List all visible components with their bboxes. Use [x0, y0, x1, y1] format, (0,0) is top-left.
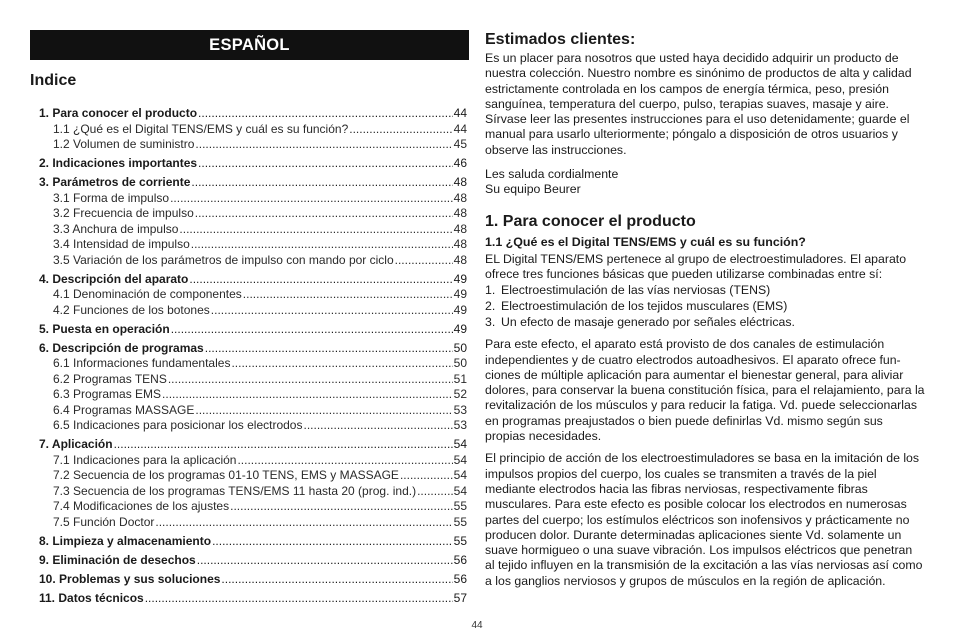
toc-entry-label: 3. Parámetros de corriente [39, 175, 191, 189]
intro-heading: Estimados clientes: [485, 31, 636, 48]
toc-subentry[interactable] [39, 303, 467, 319]
toc-entry-page: 54 [453, 483, 467, 498]
toc-leader-dots [395, 253, 453, 269]
toc-leader-dots [197, 553, 453, 569]
toc-leader-dots [349, 122, 452, 138]
toc-leader-dots [211, 303, 453, 319]
toc-entry-page: 45 [453, 137, 467, 151]
toc-entry-page: 52 [453, 387, 467, 401]
toc-entry-page: 57 [453, 590, 467, 605]
toc-entry[interactable] [39, 156, 467, 172]
toc-entry-page: 56 [453, 571, 467, 586]
intro-body: Es un placer para nosotros que usted haya decidido adquirir un producto de nuestra colección. Nuestro nombre es sinónimo de productos de alta y calidad estrictamente controlada en los campos de energía térmica, peso, presión sanguínea, temperatura del cuerpo, pulso, terapias suaves, masaje y aire. Sírvase leer las presentes instrucciones para el uso detenidamente; guarde el manual para usarlo ulteriormente; póngalo a disposición de otros usuarios y observe las instrucciones. [485, 51, 912, 157]
toc-entry-label: 2. Indicaciones importantes [39, 156, 198, 170]
function-list [485, 282, 925, 330]
toc-entry[interactable] [39, 272, 467, 288]
toc-leader-dots [230, 499, 453, 515]
toc-entry-page: 50 [453, 356, 467, 370]
toc-entry-label: 7.5 Función Doctor [53, 514, 155, 529]
toc-subentry[interactable] [39, 356, 467, 372]
toc-entry-label: 8. Limpieza y almacenamiento [39, 533, 212, 548]
toc-entry-label: 7. Aplicación [39, 437, 113, 451]
toc-entry-label: 6.5 Indicaciones para posicionar los electrodos [53, 418, 303, 432]
toc-entry-page: 48 [453, 175, 467, 189]
toc-entry-page: 49 [453, 287, 467, 301]
toc-entry-label: 6.3 Programas EMS [53, 387, 162, 401]
toc-entry-page: 55 [453, 533, 467, 548]
toc-leader-dots [195, 206, 453, 222]
toc-leader-dots [231, 356, 452, 372]
toc-entry-label: 6.1 Informaciones fundamentales [53, 356, 231, 370]
toc-subentry[interactable] [39, 387, 467, 403]
toc-leader-dots [417, 484, 453, 500]
greeting: Les saluda cordialmente [485, 167, 619, 182]
toc-subentry[interactable] [39, 222, 467, 238]
toc-leader-dots [162, 387, 453, 403]
toc-entry[interactable] [39, 322, 467, 338]
toc-entry-page: 54 [453, 468, 467, 482]
toc-leader-dots [221, 572, 452, 588]
toc-entry-page: 46 [453, 156, 467, 170]
toc-entry-page: 48 [453, 252, 467, 267]
toc-entry[interactable] [39, 341, 467, 357]
toc-entry-label: 5. Puesta en operación [39, 321, 170, 336]
toc-entry-label: 7.1 Indicaciones para la aplicación [53, 452, 237, 467]
toc-entry-label: 1.2 Volumen de suministro [53, 137, 195, 151]
toc-leader-dots [145, 591, 453, 607]
toc-subentry[interactable] [39, 137, 467, 153]
toc-entry-page: 50 [453, 340, 467, 355]
toc-entry[interactable] [39, 437, 467, 453]
section-lead: EL Digital TENS/EMS pertenece al grupo de electroestimuladores. El aparato ofrece tres funciones básicas que pueden utilizarse combinadas entre sí: [485, 251, 907, 281]
toc-entry-label: 3.1 Forma de impulso [53, 190, 170, 205]
toc-subentry[interactable] [39, 403, 467, 419]
toc-leader-dots [195, 137, 452, 153]
toc-entry[interactable] [39, 175, 467, 191]
toc-leader-dots [195, 403, 452, 419]
toc-entry-label: 3.2 Frecuencia de impulso [53, 206, 194, 220]
toc-entry-page: 44 [453, 106, 467, 120]
toc-entry-page: 48 [453, 237, 467, 251]
toc-subentry[interactable] [39, 253, 467, 269]
toc-subentry[interactable] [39, 499, 467, 515]
toc-entry-page: 44 [453, 121, 467, 136]
toc-entry-page: 53 [453, 402, 467, 417]
toc-subentry[interactable] [39, 453, 467, 469]
toc-entry-label: 10. Problemas y sus soluciones [39, 571, 221, 586]
toc-entry[interactable] [39, 591, 467, 607]
toc-entry-label: 6. Descripción de programas [39, 340, 204, 355]
toc-entry[interactable] [39, 106, 467, 122]
toc-entry-page: 56 [453, 552, 467, 567]
toc-entry-label: 4.2 Funciones de los botones [53, 302, 210, 317]
toc-entry-page: 55 [453, 514, 467, 529]
toc-subentry[interactable] [39, 418, 467, 434]
toc-entry-label: 4.1 Denominación de componentes [53, 287, 242, 301]
toc-entry-page: 54 [453, 437, 467, 451]
toc-entry-label: 1. Para conocer el producto [39, 106, 198, 120]
section-heading: 1. Para conocer el producto [485, 212, 696, 230]
subsection-heading: 1.1 ¿Qué es el Digital TENS/EMS y cuál es su función? [485, 234, 806, 249]
section-paragraph: Para este efecto, el aparato está provisto de dos canales de estimulación independientes y de cuatro electrodos autoadhesivos. El aparato ofrece funciones de múltiple aplicación para aumentar el bienestar general, para aliviar dolores, para conservar la buena constitución física, para el relajamiento, para la revitalización de los músculos y para reducir la fatiga. Vd. puede seleccionarlas en programas preajustados o bien puede definirlas Vd. mismo según sus propias necesidades. [485, 337, 925, 444]
toc-entry[interactable] [39, 534, 467, 550]
toc-leader-dots [168, 372, 453, 388]
toc-leader-dots [198, 156, 453, 172]
toc-entry-label: 7.4 Modificaciones de los ajustes [53, 499, 230, 513]
toc-entry-page: 55 [453, 499, 467, 513]
toc-entry-page: 49 [453, 302, 467, 317]
list-item: 3. Un efecto de masaje generado por señales eléctricas. [485, 315, 795, 330]
toc-subentry[interactable] [39, 468, 467, 484]
toc-subentry[interactable] [39, 372, 467, 388]
toc-entry-page: 48 [453, 190, 467, 205]
toc-entry-page: 48 [453, 206, 467, 220]
toc-entry-label: 11. Datos técnicos [39, 590, 144, 605]
section-paragraph: El principio de acción de los electroestimuladores se basa en la imitación de los impulsos propios del cuerpo, los cuales se transmiten a través de la piel mediante electrodos hacia las fibras nerviosas, respectivamente fibras musculares. Para este efecto es posible colocar los electrodos en numerosas partes del cuerpo; los estímulos eléctricos son inofensivos y prácticamente no producen dolor. Durante determinadas aplicaciones siente Vd. solamente un suave hormigueo o una suave vibración. Los impulsos eléctricos que penetran al tejido influyen en la transmisión de la excitación a las vías nerviosas así como a los ganglios nerviosos y grupos de músculos en la región de aplicación. [485, 451, 923, 588]
toc-subentry[interactable] [39, 206, 467, 222]
toc-leader-dots [189, 272, 452, 288]
list-item: 1. Electroestimulación de las vías nerviosas (TENS) [485, 283, 771, 298]
toc-entry-label: 7.3 Secuencia de los programas TENS/EMS 11 hasta 20 (prog. ind.) [53, 483, 417, 498]
toc-leader-dots [212, 534, 453, 550]
toc-entry-page: 51 [453, 371, 467, 386]
toc-leader-dots [205, 341, 453, 357]
page-number: 44 [471, 620, 483, 631]
toc-entry-label: 4. Descripción del aparato [39, 271, 189, 286]
toc-entry-page: 49 [453, 271, 467, 286]
toc-entry-page: 49 [453, 321, 467, 336]
toc-subentry[interactable] [39, 484, 467, 500]
language-banner: ESPAÑOL [30, 30, 469, 60]
toc-entry-label: 6.4 Programas MASSAGE [53, 402, 195, 417]
toc-entry-page: 48 [453, 221, 467, 236]
toc-leader-dots [191, 175, 452, 191]
toc-leader-dots [243, 287, 453, 303]
toc-leader-dots [400, 468, 453, 484]
toc-leader-dots [155, 515, 452, 531]
toc-entry[interactable] [39, 553, 467, 569]
toc-leader-dots [171, 322, 453, 338]
toc-leader-dots [114, 437, 453, 453]
toc-entry-label: 3.5 Variación de los parámetros de impulso con mando por ciclo [53, 252, 394, 267]
toc-entry-label: 7.2 Secuencia de los programas 01-10 TENS, EMS y MASSAGE [53, 468, 399, 482]
toc-leader-dots [191, 237, 453, 253]
toc-entry[interactable] [39, 572, 467, 588]
toc-leader-dots [237, 453, 452, 469]
table-of-contents [39, 106, 467, 606]
toc-subentry[interactable] [39, 237, 467, 253]
toc-entry-label: 9. Eliminación de desechos [39, 552, 196, 567]
toc-leader-dots [170, 191, 453, 207]
toc-entry-label: 3.4 Intensidad de impulso [53, 237, 190, 251]
main-column [485, 30, 925, 589]
toc-subentry[interactable] [39, 122, 467, 138]
toc-entry-page: 53 [453, 418, 467, 432]
toc-entry-page: 54 [453, 452, 467, 467]
toc-entry-label: 6.2 Programas TENS [53, 371, 167, 386]
toc-leader-dots [303, 418, 452, 434]
toc-subentry[interactable] [39, 191, 467, 207]
toc-entry-label: 1.1 ¿Qué es el Digital TENS/EMS y cuál es su función? [53, 121, 349, 136]
toc-leader-dots [198, 106, 453, 122]
toc-subentry[interactable] [39, 287, 467, 303]
toc-leader-dots [179, 222, 452, 238]
list-item: 2. Electroestimulación de los tejidos musculares (EMS) [485, 299, 788, 314]
toc-heading: Indice [30, 72, 77, 89]
toc-entry-label: 3.3 Anchura de impulso [53, 221, 179, 236]
toc-subentry[interactable] [39, 515, 467, 531]
signature: Su equipo Beurer [485, 182, 581, 197]
